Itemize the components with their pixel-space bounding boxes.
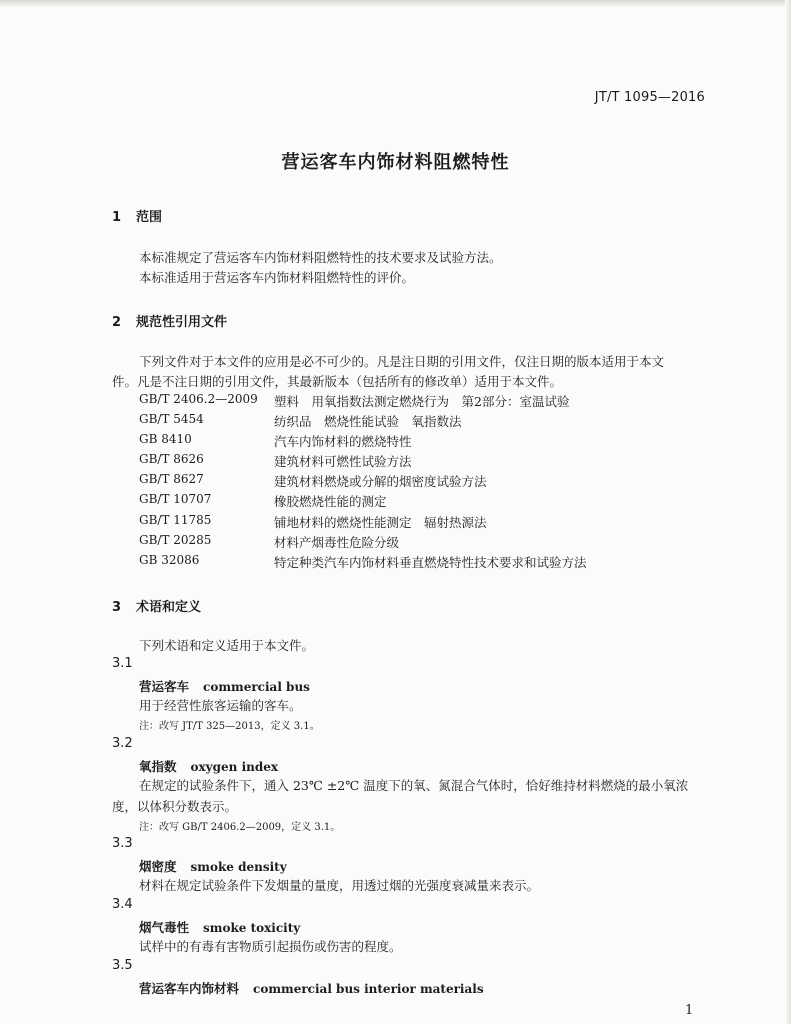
- term-english: commercial bus: [203, 680, 310, 694]
- page-number: 1: [685, 1003, 694, 1018]
- term-definition-line: 在规定的试验条件下，通入 23℃ ±2℃ 温度下的氧、氮混合气体时，恰好维持材料燃烧的最小氧浓: [139, 778, 689, 793]
- clause-number: 3.4: [112, 897, 133, 912]
- term-definition-line: 度，以体积分数表示。: [112, 799, 238, 814]
- standard-code: JT/T 1095—2016: [594, 90, 705, 105]
- clause-number: 3.2: [112, 736, 133, 751]
- reference-title: 材料产烟毒性危险分级: [274, 535, 400, 550]
- term-heading: [139, 676, 310, 695]
- section-1-paragraph: 本标准适用于营运客车内饰材料阻燃特性的评价。: [139, 270, 415, 285]
- clause-number: 3.1: [112, 656, 133, 671]
- section-2-heading: [112, 311, 227, 330]
- reference-title: 建筑材料可燃性试验方法: [274, 454, 412, 469]
- clause-number: 3.3: [112, 836, 133, 851]
- section-title: 范围: [136, 210, 163, 225]
- section-1-paragraph: 本标准规定了营运客车内饰材料阻燃特性的技术要求及试验方法。: [139, 250, 502, 265]
- term-chinese: 烟气毒性: [139, 920, 190, 935]
- term-chinese: 营运客车内饰材料: [139, 981, 240, 996]
- term-heading: [139, 917, 300, 936]
- reference-code: GB 32086: [139, 553, 200, 567]
- reference-code: GB/T 8626: [139, 452, 204, 466]
- term-chinese: 营运客车: [139, 679, 190, 694]
- term-chinese: 氧指数: [139, 759, 177, 774]
- term-definition: 用于经营性旅客运输的客车。: [139, 698, 302, 713]
- document-title: 营运客车内饰材料阻燃特性: [281, 152, 510, 173]
- term-note: 注：改写 JT/T 325—2013，定义 3.1。: [139, 721, 320, 732]
- reference-code: GB/T 5454: [139, 412, 204, 426]
- term-english: smoke density: [190, 860, 287, 874]
- term-note: 注：改写 GB/T 2406.2—2009，定义 3.1。: [139, 822, 341, 833]
- reference-code: GB 8410: [139, 432, 192, 446]
- term-english: smoke toxicity: [203, 921, 301, 935]
- reference-title: 建筑材料燃烧或分解的烟密度试验方法: [274, 474, 487, 489]
- scan-top-edge: [0, 0, 791, 8]
- term-heading: [139, 856, 287, 875]
- section-3-intro: 下列术语和定义适用于本文件。: [139, 638, 315, 653]
- section-title: 规范性引用文件: [136, 315, 228, 330]
- term-heading: [139, 756, 278, 775]
- section-3-heading: [112, 596, 201, 615]
- term-definition: 材料在规定试验条件下发烟量的量度，用透过烟的光强度衰减量来表示。: [139, 878, 540, 893]
- term-english: oxygen index: [190, 760, 279, 774]
- reference-title: 铺地材料的燃烧性能测定 辐射热源法: [274, 515, 487, 530]
- reference-title: 特定种类汽车内饰材料垂直燃烧特性技术要求和试验方法: [274, 555, 587, 570]
- section-number: 3: [112, 600, 122, 615]
- section-1-heading: [112, 206, 162, 225]
- reference-title: 橡胶燃烧性能的测定: [274, 494, 387, 509]
- reference-code: GB/T 11785: [139, 513, 212, 527]
- section-2-intro-line: 件。凡是不注日期的引用文件，其最新版本（包括所有的修改单）适用于本文件。: [112, 374, 563, 389]
- term-chinese: 烟密度: [139, 859, 177, 874]
- section-title: 术语和定义: [136, 600, 202, 615]
- reference-code: GB/T 20285: [139, 533, 212, 547]
- term-definition: 试样中的有毒有害物质引起损伤或伤害的程度。: [139, 939, 402, 954]
- reference-title: 塑料 用氧指数法测定燃烧行为 第2部分：室温试验: [274, 394, 570, 409]
- term-english: commercial bus interior materials: [253, 982, 484, 996]
- reference-title: 汽车内饰材料的燃烧特性: [274, 434, 412, 449]
- reference-code: GB/T 8627: [139, 472, 204, 486]
- section-number: 2: [112, 315, 122, 330]
- clause-number: 3.5: [112, 958, 133, 973]
- term-heading: [139, 978, 484, 997]
- reference-code: GB/T 2406.2—2009: [139, 392, 258, 406]
- reference-title: 纺织品 燃烧性能试验 氧指数法: [274, 414, 462, 429]
- reference-code: GB/T 10707: [139, 492, 212, 506]
- section-number: 1: [112, 210, 122, 225]
- section-2-intro-line: 下列文件对于本文件的应用是必不可少的。凡是注日期的引用文件，仅注日期的版本适用于本文: [139, 354, 665, 369]
